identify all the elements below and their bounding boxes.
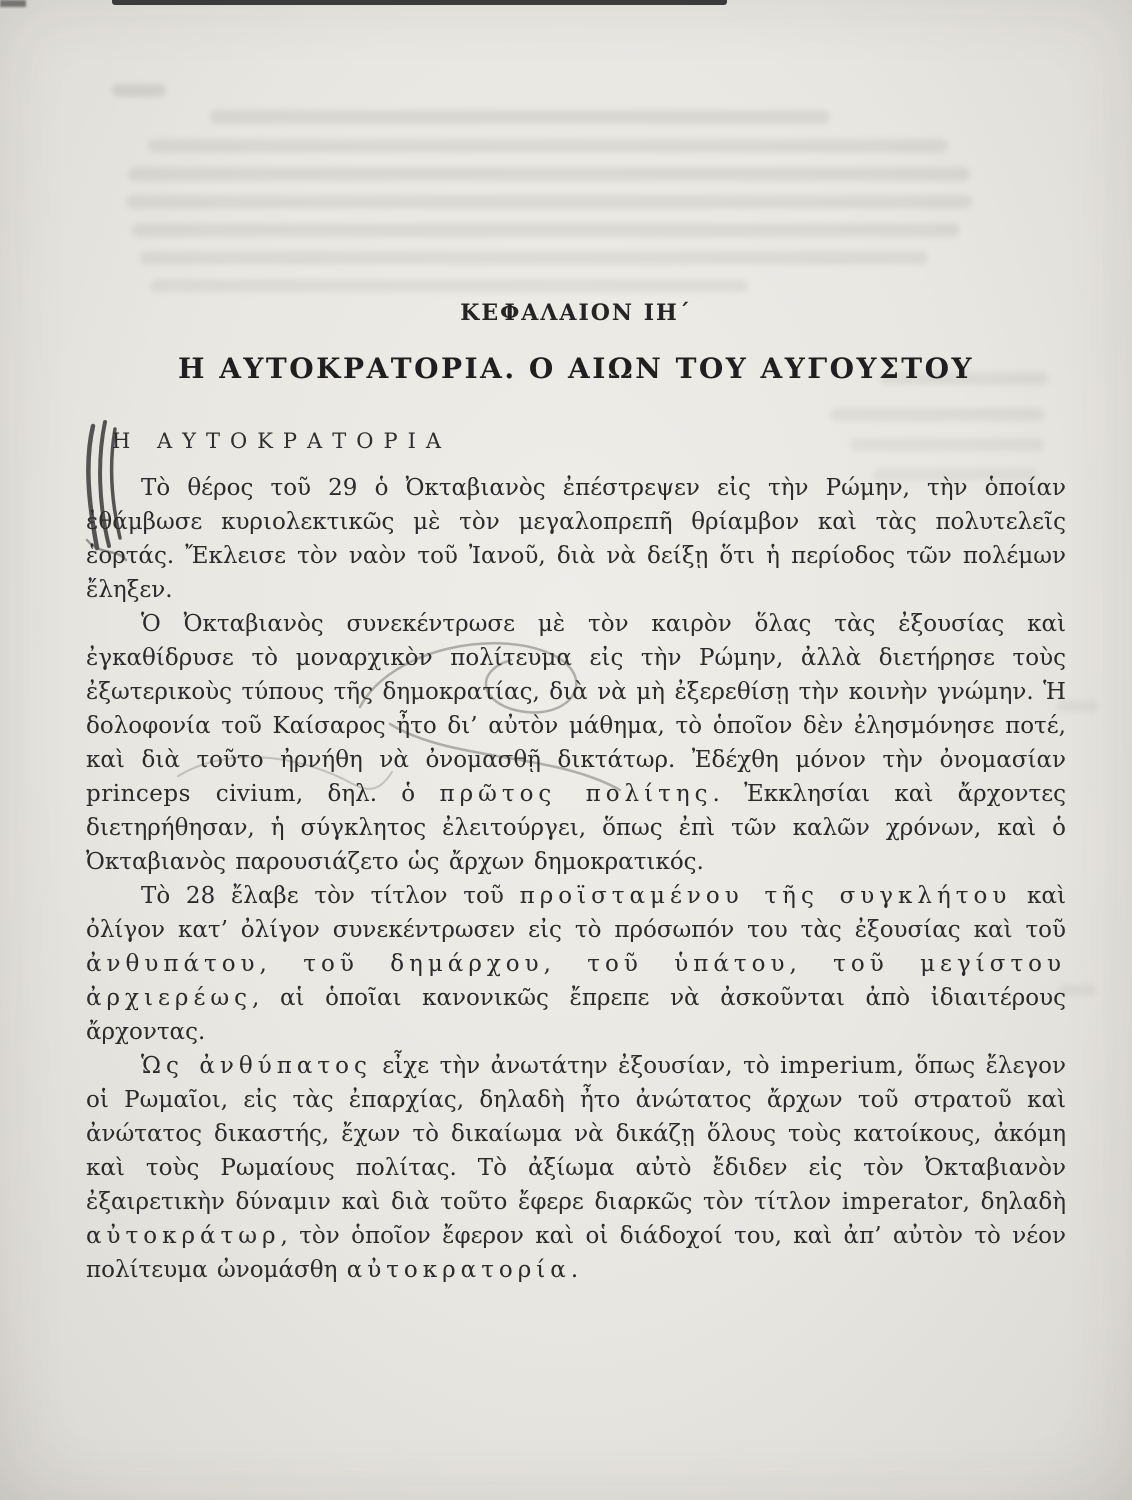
text-segment-normal: , αἱ ὁποῖαι κανονικῶς ἔπρεπε νὰ ἀσκοῦνται ἀπὸ ἰδιαιτέρους ἄρχοντας.: [86, 985, 1066, 1045]
text-segment-normal: Ὁ Ὀκταβιανὸς συνεκέντρωσε μὲ τὸν καιρὸν ὅλας τὰς ἐξουσίας καὶ ἐγκαθίδρυσε τὸ μοναρχικὸν πολίτευμα εἰς τὴν Ρώμην, ἀλλὰ διετήρησε τοὺς ἐξωτερικοὺς τύπους τῆς δημοκρατίας, διὰ νὰ μὴ ἐξερεθίσῃ τὴν κοινὴν γνώμην. Ἡ δολοφονία τοῦ Καίσαρος ἦτο δι’ αὐτὸν μάθημα, τὸ ὁποῖον δὲν ἐλησμόνησε ποτέ, καὶ διὰ τοῦτο ἠρνήθη νὰ ὀνομασθῇ δικτάτωρ. Ἐδέχθη μόνον τὴν ὀνομασίαν: [86, 611, 1066, 773]
text-segment-latin: princeps civium: [86, 781, 296, 807]
text-segment-normal: , τὸν ὁποῖον ἔφερον καὶ οἱ διάδοχοί του, καὶ ἀπ’ αὐτὸν τὸ νέον πολίτευμα ὠνομάσθη: [86, 1223, 1066, 1283]
bleedthrough-mark: [128, 167, 970, 181]
bleedthrough-mark: [112, 84, 166, 97]
text-segment-normal: Τὸ 28 ἔλαβε τὸν τίτλον τοῦ: [141, 883, 520, 909]
text-segment-spaced: αὐτοκράτωρ: [86, 1223, 281, 1249]
text-segment-latin: imperator: [841, 1189, 963, 1215]
text-segment-spaced: προϊσταμένου τῆς συγκλήτου: [519, 883, 1012, 909]
text-segment-latin: imperium: [780, 1053, 897, 1079]
chapter-heading: ΚΕΦΑΛΑΙΟΝ ΙΗ΄: [460, 300, 692, 326]
page-content: [86, 300, 1066, 1287]
bleedthrough-mark: [148, 139, 948, 153]
text-segment-normal: , δηλαδὴ: [962, 1189, 1066, 1215]
text-segment-normal: Τὸ θέρος τοῦ 29 ὁ Ὀκταβιανὸς ἐπέστρεψεν εἰς τὴν Ρώμην, τὴν ὁποίαν ἐθάμβωσε κυριολεκτικῶς μὲ τὸν μεγαλοπρεπῆ θρίαμβον καὶ τὰς πολυτελεῖς ἑορτάς. Ἔκλεισε τὸν ναὸν τοῦ Ἰανοῦ, διὰ νὰ δείξῃ ὅτι ἡ περίοδος τῶν πολέμων ἔληξεν.: [86, 475, 1066, 603]
text-segment-normal: εἶχε τὴν ἀνωτάτην ἐξουσίαν, τὸ: [371, 1053, 781, 1079]
text-segment-spaced: ἀνθυπάτου, τοῦ δημάρχου, τοῦ ὑπάτου, τοῦ μεγίστου ἀρχιερέως: [86, 951, 1066, 1011]
paragraph: [86, 879, 1066, 1049]
paragraph: [86, 607, 1066, 879]
scan-corner-artifact: [0, 0, 26, 7]
paragraph: [86, 471, 1066, 607]
bleedthrough-mark: [210, 110, 830, 124]
text-segment-spaced: πρῶτος πολίτης: [439, 781, 713, 807]
text-segment-spaced: Ὡς ἀνθύπατος: [141, 1053, 372, 1079]
text-segment-normal: . Ἐκκλησίαι καὶ ἄρχοντες διετηρήθησαν, ἡ σύγκλητος ἐλειτούργει, ὅπως ἐπὶ τῶν καλῶν χρόνων, καὶ ὁ Ὀκταβιανὸς παρουσιάζετο ὡς ἄρχων δημοκρατικός.: [86, 781, 1066, 875]
section-heading: Η ΑΥΤΟΚΡΑΤΟΡΙΑ: [112, 429, 452, 453]
text-segment-spaced: αὐτοκρατορία: [346, 1257, 571, 1283]
body-text: [86, 471, 1066, 1287]
bleedthrough-mark: [140, 251, 928, 265]
bleedthrough-mark: [132, 223, 960, 237]
text-segment-normal: .: [570, 1257, 579, 1283]
bleedthrough-mark: [150, 279, 748, 292]
text-segment-normal: καὶ ὀλίγον κατ’ ὀλίγον συνεκέντρωσεν εἰς τὸ πρόσωπόν του τὰς ἐξουσίας καὶ τοῦ: [86, 883, 1066, 943]
bleedthrough-mark: [126, 195, 972, 209]
text-segment-normal: , ὅπως ἔλεγον οἱ Ρωμαῖοι, εἰς τὰς ἐπαρχίας, δηλαδὴ ἦτο ἀνώτατος ἄρχων τοῦ στρατοῦ καὶ ἀνώτατος δικαστής, ἔχων τὸ δικαίωμα νὰ δικάζῃ ὅλους τοὺς κατοίκους, ἀκόμη καὶ τοὺς Ρωμαίους πολίτας. Τὸ ἀξίωμα αὐτὸ ἔδιδεν εἰς τὸν Ὀκταβιανὸν ἐξαιρετικὴν δύναμιν καὶ διὰ τοῦτο ἔφερε διαρκῶς τὸν τίτλον: [86, 1053, 1066, 1215]
scan-edge-artifact: [112, 0, 727, 5]
page-title: Η ΑΥΤΟΚΡΑΤΟΡΙΑ. Ο ΑΙΩΝ ΤΟΥ ΑΥΓΟΥΣΤΟΥ: [177, 352, 975, 385]
text-segment-normal: , δηλ. ὁ: [295, 781, 440, 807]
paragraph: [86, 1049, 1066, 1287]
